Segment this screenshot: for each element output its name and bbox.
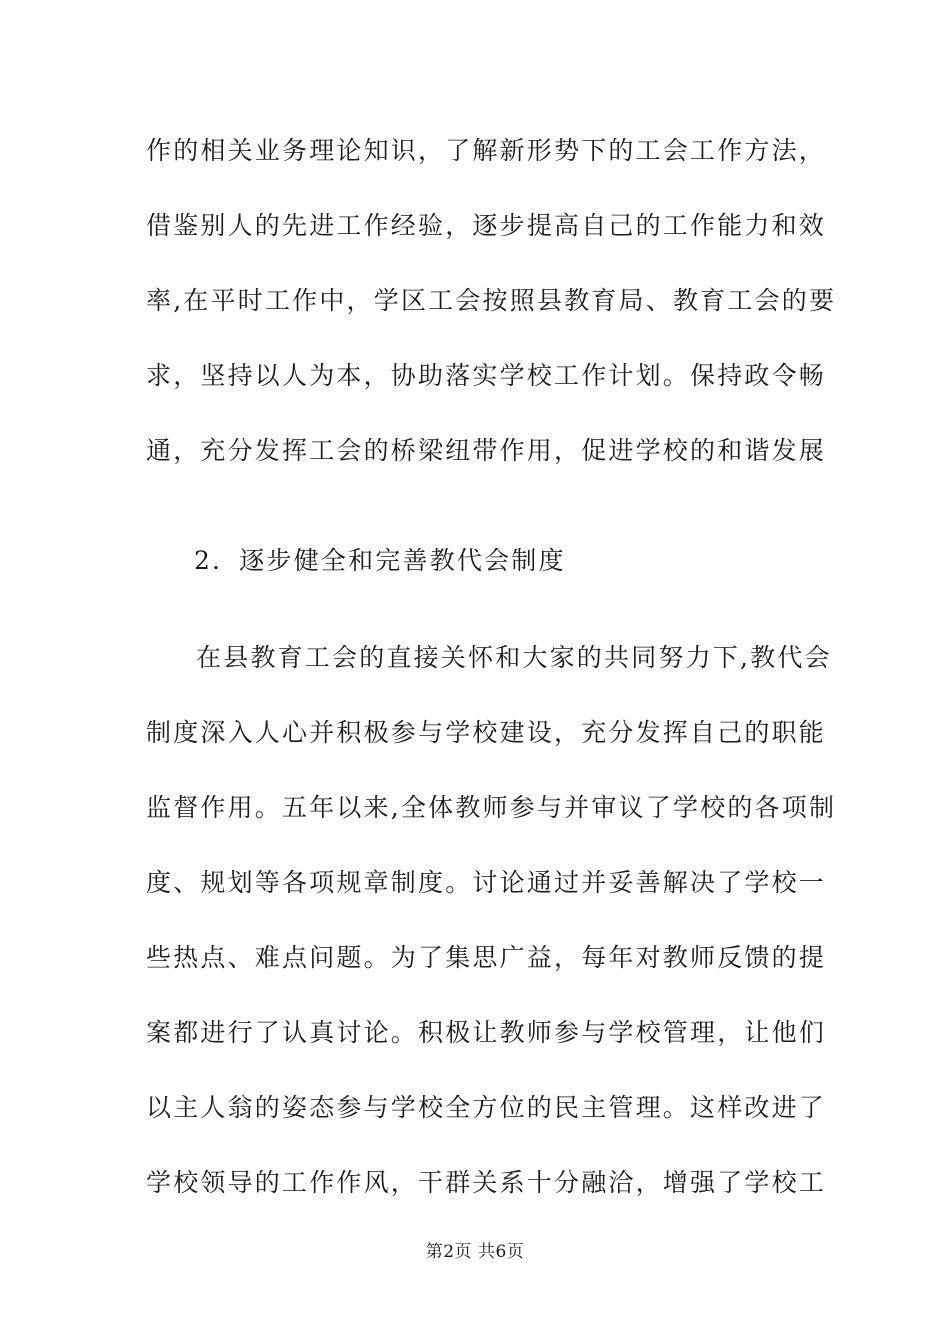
paragraph-2-line-5: 些热点、难点问题。为了集思广益，每年对教师反馈的提 [146, 943, 827, 972]
paragraph-2-line-2: 制度深入人心并积极参与学校建设，充分发挥自己的职能 [146, 718, 827, 747]
paragraph-2-line-6: 案都进行了认真讨论。积极让教师参与学校管理，让他们 [146, 1018, 827, 1047]
paragraph-2-line-3: 监督作用。五年以来,全体教师参与并审议了学校的各项制 [146, 793, 837, 822]
paragraph-2-line-8: 学校领导的工作作风，干群关系十分融洽，增强了学校工 [146, 1168, 827, 1197]
paragraph-2-line-1: 在县教育工会的直接关怀和大家的共同努力下,教代会 [196, 643, 832, 672]
paragraph-1-line-5: 通，充分发挥工会的桥梁纽带作用，促进学校的和谐发展 [146, 436, 827, 465]
paragraph-1-line-2: 借鉴别人的先进工作经验，逐步提高自己的工作能力和效 [146, 211, 827, 240]
paragraph-1-line-3: 率,在平时工作中，学区工会按照县教育局、教育工会的要 [146, 286, 837, 315]
paragraph-2-line-7: 以主人翁的姿态参与学校全方位的民主管理。这样改进了 [146, 1093, 827, 1122]
paragraph-1-line-4: 求，坚持以人为本，协助落实学校工作计划。保持政令畅 [146, 361, 827, 390]
paragraph-1-line-1: 作的相关业务理论知识，了解新形势下的工会工作方法， [146, 136, 827, 165]
section-heading: 2．逐步健全和完善教代会制度 [194, 546, 566, 575]
page-number-footer: 第2页 共6页 [425, 1242, 525, 1262]
paragraph-2-line-4: 度、规划等各项规章制度。讨论通过并妥善解决了学校一 [146, 868, 827, 897]
